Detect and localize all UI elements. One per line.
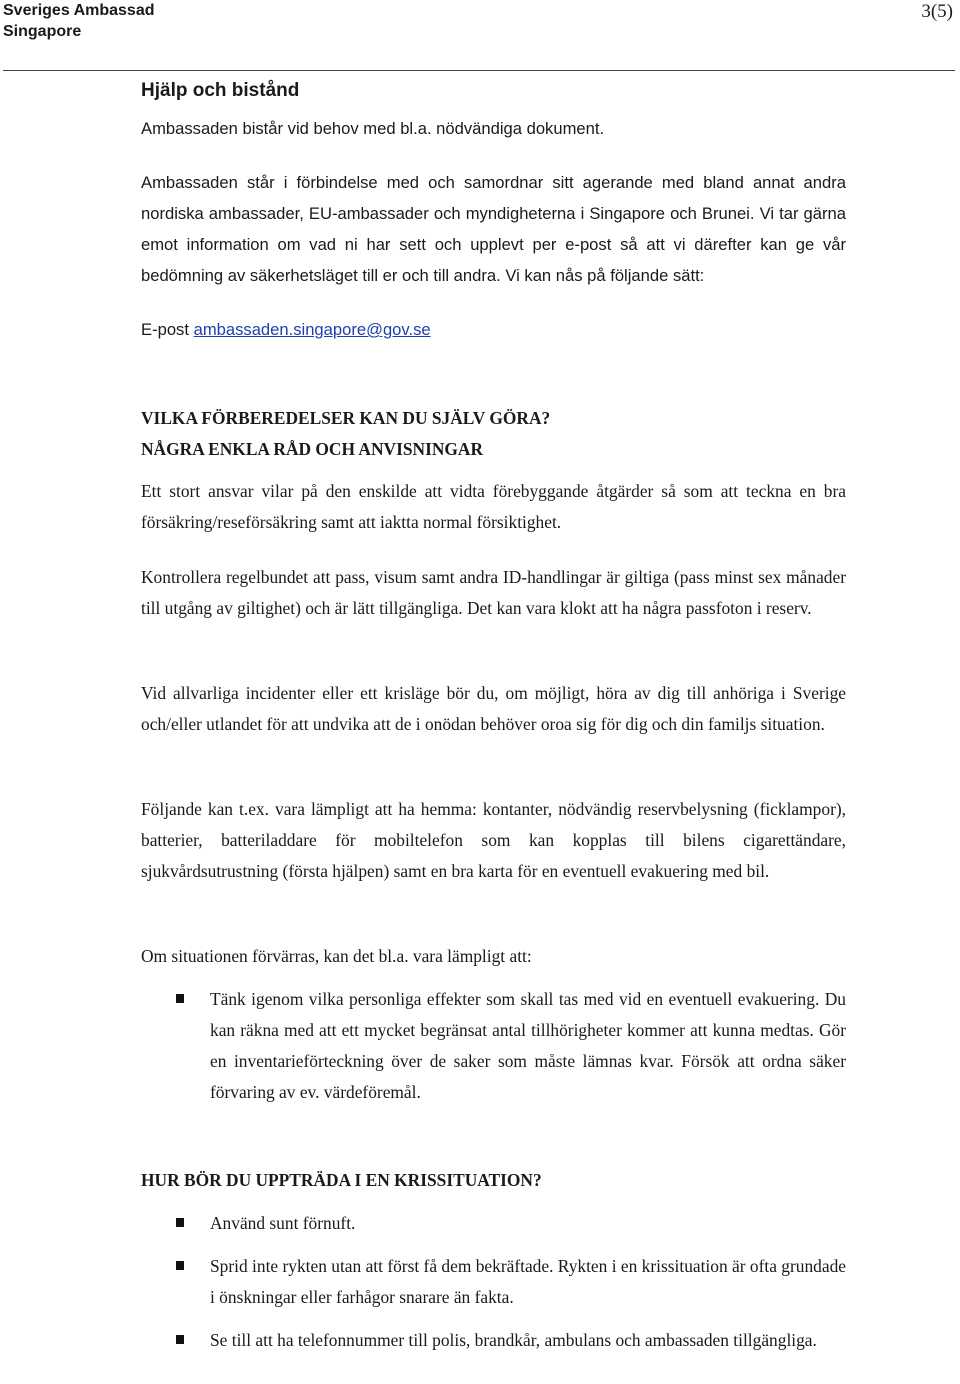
list-item-text: Tänk igenom vilka personliga effekter som skall tas med vid en eventuell evakuering. Du kan räkna med att ett mycket begränsat antal tillhörigheter kommer att kunna medtas. Gör en inventarieförteckning över de saker som måste lämnas kvar. Försök att ordna säker förvaring av ev. värdeföremål.	[210, 989, 846, 1102]
preparations-paragraph-3: Vid allvarliga incidenter eller ett krisläge bör du, om möjligt, höra av dig till anhöriga i Sverige och/eller utlandet för att undvika att de i onödan behöver oroa sig för dig och din familjs situation.	[141, 683, 846, 734]
preparations-paragraph-2: Kontrollera regelbundet att pass, visum samt andra ID-handlingar är giltiga (pass minst sex månader till utgång av giltighet) och är lätt tillgängliga. Det kan vara klokt att ha några passfoton i reserv.	[141, 567, 846, 618]
preparations-heading-line1: VILKA FÖRBEREDELSER KAN DU SJÄLV GÖRA?	[141, 408, 551, 428]
section-heading-help: Hjälp och bistånd	[141, 80, 300, 101]
header-divider	[3, 70, 955, 71]
list-item-text: Sprid inte rykten utan att först få dem bekräftade. Rykten i en krissituation är ofta grundade i önskningar eller farhågor snarare än fakta.	[210, 1256, 846, 1307]
header-org	[3, 0, 154, 42]
email-label: E-post	[141, 320, 189, 339]
page-number: 3(5)	[921, 1, 953, 22]
square-bullet-icon	[176, 1335, 184, 1344]
section-heading-crisis: HUR BÖR DU UPPTRÄDA I EN KRISSITUATION?	[141, 1170, 542, 1190]
section-heading-preparations	[141, 403, 846, 465]
list-item-text: Använd sunt förnuft.	[210, 1213, 356, 1233]
header-org-city: Singapore	[3, 23, 82, 40]
preparations-paragraph-4: Följande kan t.ex. vara lämpligt att ha hemma: kontanter, nödvändig reservbelysning (ficklampor), batterier, batteriladdare för mobiltelefon som kan kopplas till bilens cigarettändare, sjukvårdsutrustning (första hjälpen) samt en bra karta för en eventuell evakuering med bil.	[141, 799, 846, 881]
square-bullet-icon	[176, 1261, 184, 1270]
help-intro: Ambassaden bistår vid behov med bl.a. nödvändiga dokument.	[141, 119, 605, 138]
square-bullet-icon	[176, 1218, 184, 1227]
email-link[interactable]: ambassaden.singapore@gov.se	[193, 320, 431, 339]
list-item-text: Se till att ha telefonnummer till polis, brandkår, ambulans och ambassaden tillgängliga.	[210, 1330, 817, 1350]
preparations-heading-line2: NÅGRA ENKLA RÅD OCH ANVISNINGAR	[141, 439, 484, 459]
square-bullet-icon	[176, 994, 184, 1003]
email-line	[141, 314, 846, 345]
header-org-name: Sveriges Ambassad	[3, 2, 155, 19]
help-paragraph: Ambassaden står i förbindelse med och samordnar sitt agerande med bland annat andra nordiska ambassader, EU-ambassader och myndigheterna i Singapore och Brunei. Vi tar gärna emot information om vad ni har sett och upplevt per e-post så att vi därefter kan ge vår bedömning av säkerhetsläget till er och till andra. Vi kan nås på följande sätt:	[141, 173, 846, 285]
preparations-paragraph-1: Ett stort ansvar vilar på den enskilde att vidta förebyggande åtgärder så som att teckna en bra försäkring/reseförsäkring samt att iaktta normal försiktighet.	[141, 481, 846, 532]
preparations-paragraph-5: Om situationen förvärras, kan det bl.a. vara lämpligt att:	[141, 946, 532, 966]
